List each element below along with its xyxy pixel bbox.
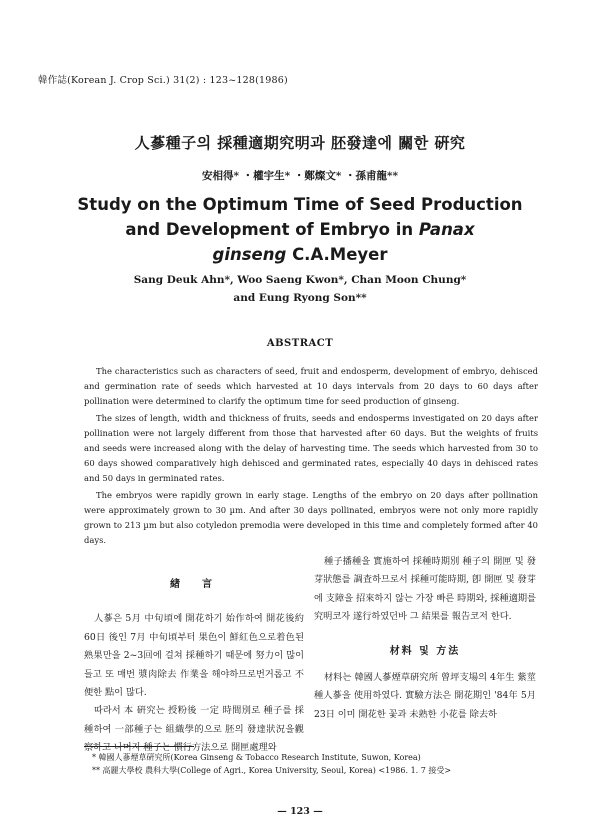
introduction-heading: 緖 言	[170, 579, 218, 590]
footnote-affiliation-1: * 韓國人蔘煙草硏究所(Korea Ginseng & Tobacco Research Institute, Suwon, Korea)	[92, 753, 421, 762]
materials-methods-heading: 材料 및 方法	[389, 645, 461, 657]
right-column	[314, 553, 536, 724]
english-title-line2	[0, 217, 600, 242]
page-number: — 123 —	[277, 806, 323, 817]
journal-reference: 韓作誌(Korean J. Crop Sci.) 31(2) : 123~128(1986)	[38, 75, 288, 86]
abstract-paragraph: The characteristics such as characters of seed, fruit and endosperm, development of embryo, dehisced and germination rate of seeds which harvested at 10 days intervals from 20 days to 60 days after pollination were determined to clarify the optimum time for seed production of ginseng.	[84, 366, 538, 406]
abstract-paragraph: The embryos were rapidly grown in early stage. Lengths of the embryo on 20 days after pollination were approximately grown to 30 µm. And after 30 days pollinated, embryos were not only more rapidly grown to 213 µm but also cotyledon premodia were developed in this time and completely formed after 40 days.	[84, 490, 538, 545]
english-title-line3	[0, 242, 600, 267]
materials-methods-paragraph: 材料는 韓國人蔘煙草硏究所 曾坪支場의 4年生 紫莖種人蔘을 使用하였다. 實驗方法은 開花期인 '84年 5月 23日 이미 開花한 꽃과 未熟한 小花를 除去하	[314, 672, 536, 720]
english-authors	[0, 271, 600, 307]
abstract-paragraph: The sizes of length, width and thickness of fruits, seeds and endosperms investigated on 20 days after pollination were not largely different from those that harvested after 60 days. But the weights of fruits and seeds were increased along with the delay of harvesting time. The seeds which harvested from 30 to 60 days showed comparatively high dehisced and germinated rates, especially 40 days in dehisced rates and 50 days in germinated rates.	[84, 413, 538, 483]
footnotes	[92, 751, 552, 777]
introduction-paragraph: 人蔘은 5月 中旬頃에 開花하기 始作하여 開花後約 60日 後인 7月 中旬頃부터 果色이 鮮紅色으로着色된 熟果만을 2~3回에 걸쳐 採種하기 때문에 努力이 많이들고 또 매번 漿肉除去 作業을 해야하므로번거롭고 不便한 點이 많다.	[84, 613, 304, 699]
english-title	[0, 192, 600, 267]
english-title-line2-text: and Development of Embryo in	[125, 220, 414, 239]
english-title-line1: Study on the Optimum Time of Seed Production	[77, 195, 523, 214]
korean-authors: 安相得* ・權宇生* ・鄭燦文* ・孫甫龍**	[202, 170, 398, 182]
english-authors-line1: Sang Deuk Ahn*, Woo Saeng Kwon*, Chan Moon Chung*	[133, 274, 467, 286]
footnote-divider	[84, 746, 194, 747]
introduction-paragraph: 따라서 本 硏究는 授粉後 一定 時間別로 種子를 採種하여 一部種子는 組織學的으로 胚의 發達狀況을觀察하고 나머지 種子는 慣行方法으로 開匣處理와	[84, 705, 304, 754]
abstract-heading: ABSTRACT	[266, 338, 334, 349]
english-title-authority: C.A.Meyer	[292, 245, 388, 264]
abstract-body	[84, 364, 538, 550]
left-column	[84, 576, 304, 758]
footnote-affiliation-2: ** 高麗大學校 農科大學(College of Agri., Korea University, Seoul, Korea) <1986. 1. 7 接受>	[92, 766, 452, 775]
english-title-genus: Panax	[418, 220, 475, 239]
korean-title: 人蔘種子의 採種適期究明과 胚發達에 關한 硏究	[134, 134, 466, 152]
introduction-continuation: 種子播種을 實施하여 採種時期別 種子의 開匣 및 發芽狀態를 調査하므로서 採種可能時期, 卽 開匣 및 發芽에 支障을 招來하지 않는 가장 빠른 時期와, 採種適期를 究明코자 遂行하였던바 그 結果를 報告코저 한다.	[314, 556, 536, 623]
english-title-species: ginseng	[212, 245, 287, 264]
english-authors-line2: and Eung Ryong Son**	[233, 292, 367, 304]
